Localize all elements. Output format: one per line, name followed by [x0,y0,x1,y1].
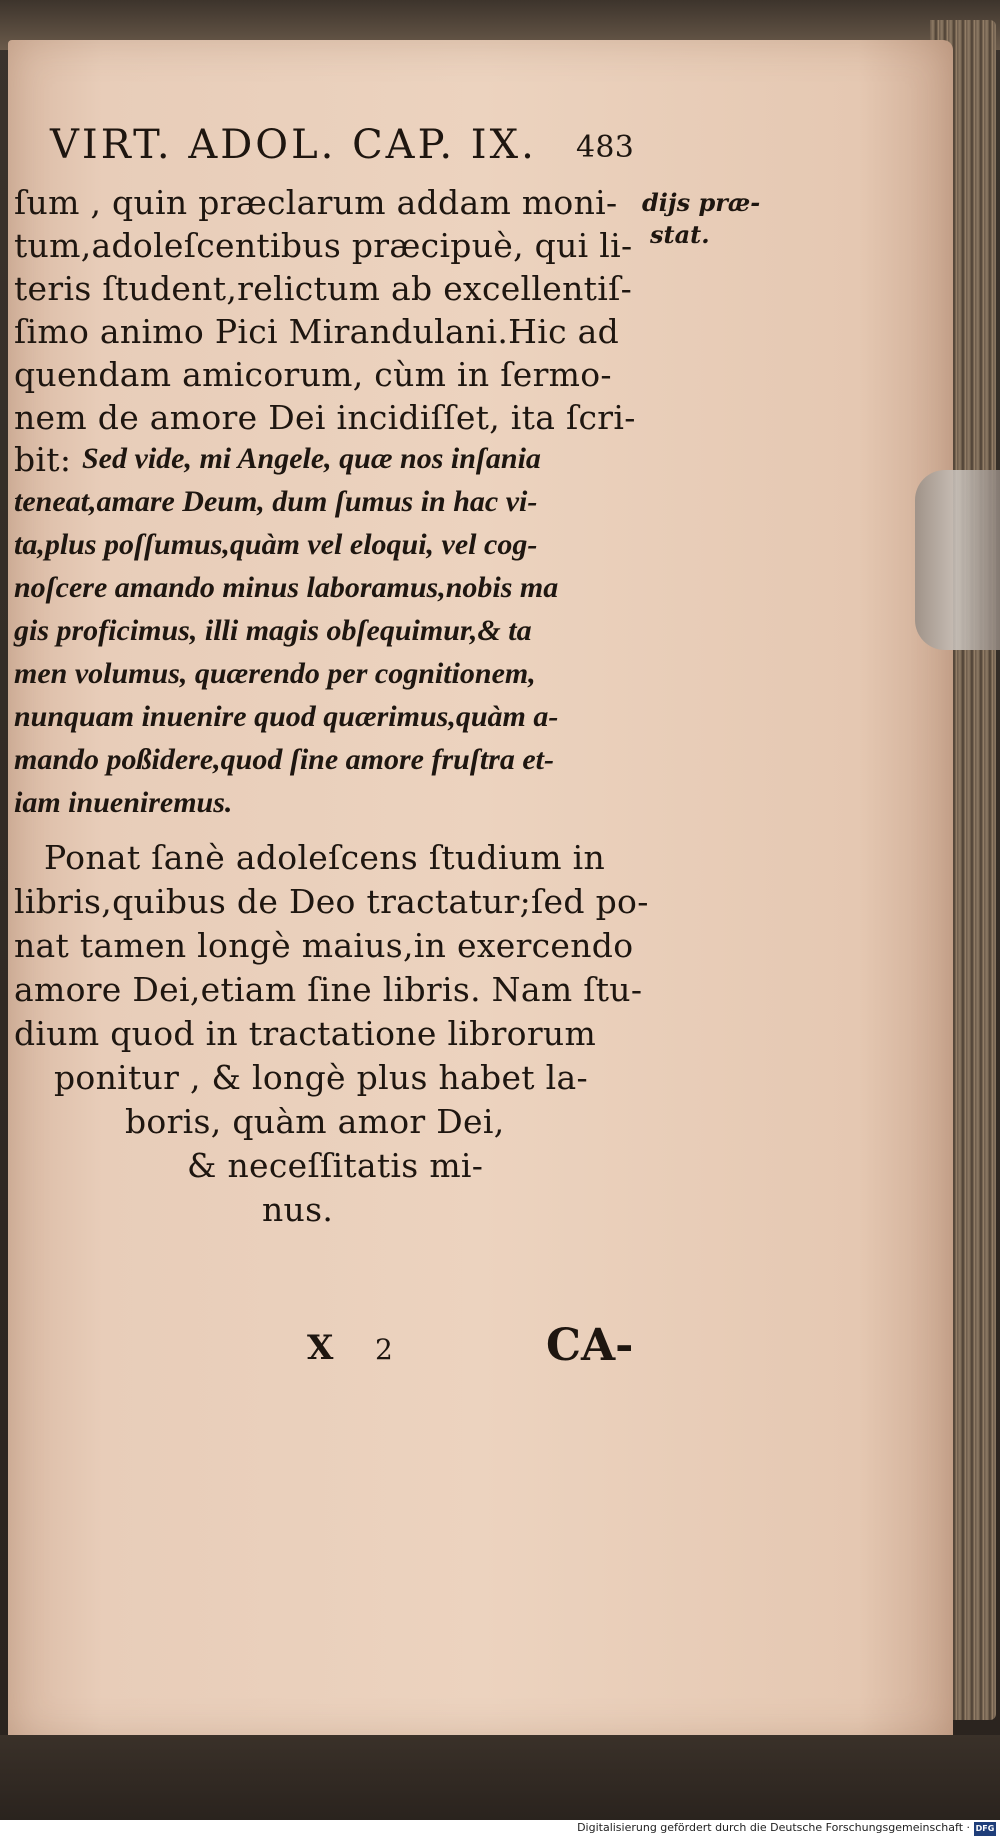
text-line: ponitur , & longè plus habet la- [54,1058,588,1097]
margin-note-line: dijs præ- [642,188,761,217]
catchword: CA- [546,1320,634,1371]
bookmark-ribbon [915,470,1000,650]
quotation-line: teneat,amare Deum, dum ſumus in hac vi- [14,485,538,518]
text-line: nus. [262,1190,334,1229]
text-line: Ponat ſanè adoleſcens ſtudium in [44,838,606,877]
page-number: 483 [576,130,635,165]
text-line: nem de amore Dei incidiſſet, ita ſcri- [14,398,636,437]
text-line: ſimo animo Pici Mirandulani.Hic ad [14,312,620,351]
text-line: amore Dei,etiam ſine libris. Nam ſtu- [14,970,643,1009]
digitization-credit: Digitalisierung gefördert durch die Deutsche Forschungsgemeinschaft · [577,1821,970,1834]
quotation-line: gis proficimus, illi magis obſequimur,& ta [14,614,532,647]
quotation-line: iam inueniremus. [14,786,233,819]
text-line: teris ſtudent,relictum ab excellentiſ- [14,269,633,308]
text-line: dium quod in tractatione librorum [14,1014,597,1053]
signature-mark: X [307,1328,336,1368]
quotation-line: ta,plus poſſumus,quàm vel eloqui, vel cog- [14,528,538,561]
text-line: & neceſſitatis mi- [187,1146,484,1185]
text-line: ſum , quin præclarum addam moni- [14,183,618,222]
text-line: quendam amicorum, cùm in ſermo- [14,355,612,394]
quotation-line: noſcere amando minus laboramus,nobis ma [14,571,559,604]
quotation-line: nunquam inuenire quod quærimus,quàm a- [14,700,559,733]
quotation-line: Sed vide, mi Angele, quæ nos inſania [82,442,541,475]
book-bottom-edge [0,1735,1000,1820]
dfg-logo: DFG [974,1822,996,1836]
text-line: libris,quibus de Deo tractatur;ſed po- [14,882,649,921]
margin-note-line: stat. [650,220,710,249]
text-line-prefix: bit: [14,440,72,479]
text-line: nat tamen longè maius,in exercendo [14,926,634,965]
signature-number: 2 [375,1333,393,1366]
quotation-line: men volumus, quærendo per cognitionem, [14,657,536,690]
text-line: boris, quàm amor Dei, [125,1102,505,1141]
quotation-line: mando poßidere,quod ſine amore fruſtra et- [14,743,554,776]
running-head: VIRT. ADOL. CAP. IX. [50,122,537,168]
text-line: tum,adoleſcentibus præcipuè, qui li- [14,226,633,265]
